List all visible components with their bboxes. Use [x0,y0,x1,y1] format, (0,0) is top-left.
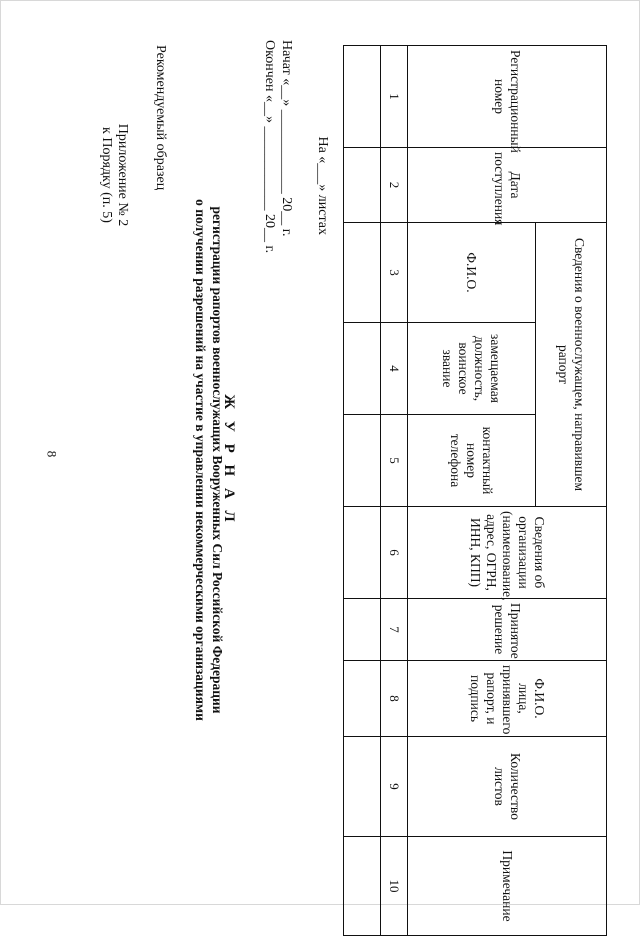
entry-cell [344,223,381,323]
entry-cell [344,599,381,661]
column-number: 7 [381,599,408,661]
column-number: 8 [381,661,408,737]
appendix-reference [98,75,130,275]
header-sheet-count: Количество листов [408,737,607,837]
column-number: 1 [381,46,408,148]
entry-cell [344,737,381,837]
header-row-top [536,46,607,936]
journal-dates [261,40,295,265]
header-receipt-date: Дата поступления [408,148,607,223]
column-number-row [381,46,408,936]
column-number: 4 [381,323,408,415]
column-number: 5 [381,415,408,507]
header-fio: Ф.И.О. [408,223,536,323]
header-reg-number: Регистрационный номер [408,46,607,148]
entry-cell [344,46,381,148]
column-number: 2 [381,148,408,223]
header-receiver: Ф.И.О. лица, принявшего рапорт, и подпись [408,661,607,737]
journal-subtitle [192,150,226,770]
journal-table [343,45,607,936]
entry-cell [344,661,381,737]
subtitle-line-1: регистрации рапортов военнослужащих Вооруженных Сил Российской Федерации [210,206,225,714]
appendix-line-1: Приложение № 2 [115,123,130,227]
header-note: Примечание [408,837,607,936]
entry-cell [344,507,381,599]
entry-cell [344,837,381,936]
sample-label: Рекомендуемый образец [153,45,168,191]
column-number: 3 [381,223,408,323]
entry-cell [344,415,381,507]
started-date-line: Начат «__» ____________ 20__ г. [279,40,294,237]
header-decision: Принятое решение [408,599,607,661]
entry-cell [344,148,381,223]
journal-title: Ж У Р Н А Л [221,394,237,526]
sheet-count-line: На «___» листах [315,136,330,235]
header-serviceman-group: Сведения о военнослужащем, направившем рапорт [536,223,607,507]
header-position: замещаемая должность, воинское звание [408,323,536,415]
empty-entry-row [344,46,381,936]
header-organization: Сведения об организации (наименование, адрес, ОГРН, ИНН, КПП) [408,507,607,599]
subtitle-line-2: о получении разрешений на участие в управлении некоммерческими организациями [193,199,208,721]
page-number: 8 [44,450,60,458]
entry-cell [344,323,381,415]
appendix-line-2: к Порядку (п. 5) [99,127,114,223]
column-number: 10 [381,837,408,936]
column-number: 9 [381,737,408,837]
header-phone: контактный номер телефона [408,415,536,507]
column-number: 6 [381,507,408,599]
ended-date-line: Окончен «__» ____________ 20__ г. [262,40,277,254]
